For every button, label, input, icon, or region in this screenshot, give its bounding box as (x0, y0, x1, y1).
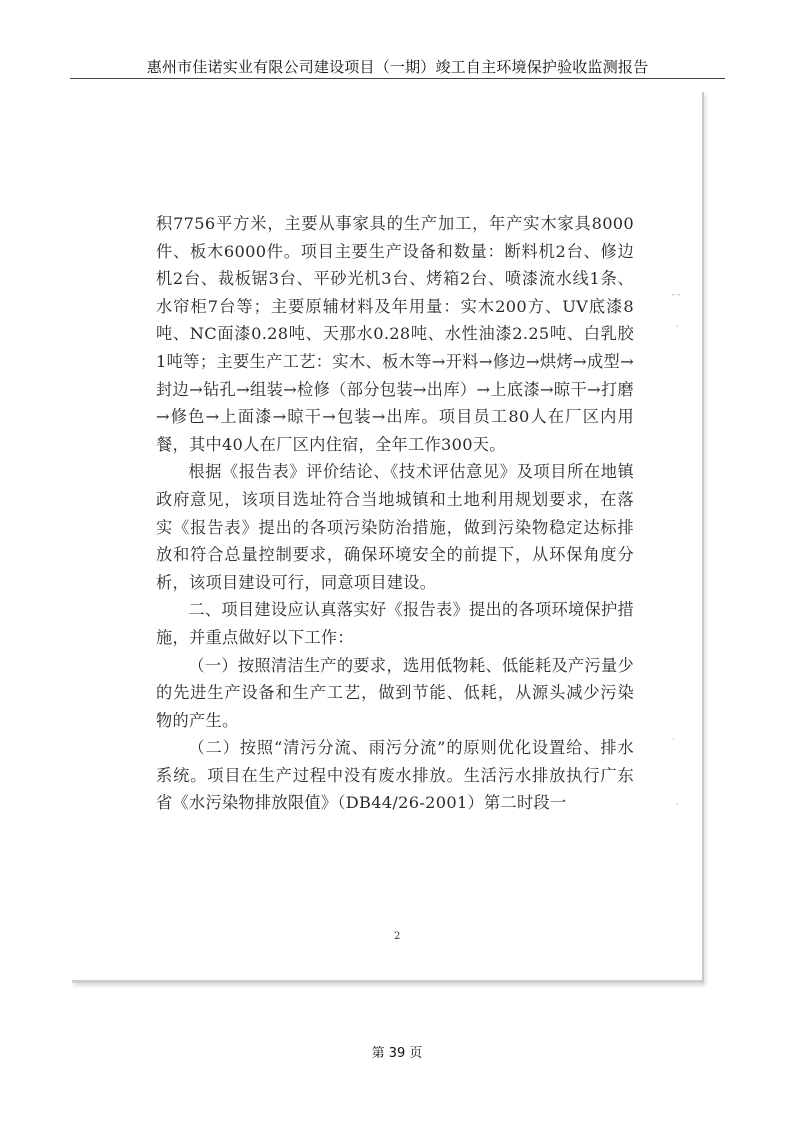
scan-speck: - - (672, 290, 681, 299)
paragraph-section-two-heading: 二、项目建设应认真落实好《报告表》提出的各项环境保护措施，并重点做好以下工作： (156, 600, 634, 647)
page-footer: 第 39 页 (371, 1046, 423, 1061)
scan-speck: · (672, 735, 675, 744)
report-header-title: 惠州市佳诺实业有限公司建设项目（一期）竣工自主环境保护验收监测报告 (146, 58, 649, 76)
scan-speck: · (676, 800, 679, 809)
paragraph-item-two: （二）按照“清污分流、雨污分流”的原则优化设置给、排水系统。项目在生产过程中没有废水排放。生活污水排放执行广东省《水污染物排放限值》（DB44/26-2001）第二时段一 (156, 738, 634, 813)
document-body (156, 210, 634, 817)
scan-speck: · (676, 322, 679, 331)
scanned-page-number: 2 (394, 931, 401, 942)
paragraph-assessment-conclusion: 根据《报告表》评价结论、《技术评估意见》及项目所在地镇政府意见，该项目选址符合当地城镇和土地利用规划要求，在落实《报告表》提出的各项污染防治措施，做到污染物稳定达标排放和符合总量控制要求，确保环境安全的前提下，从环保角度分析，该项目建设可行，同意项目建设。 (156, 462, 634, 592)
paragraph-project-overview: 积7756平方米，主要从事家具的生产加工，年产实木家具8000件、板木6000件。项目主要生产设备和数量：断料机2台、修边机2台、裁板锯3台、平砂光机3台、烤箱2台、喷漆流水线1条、水帘柜7台等；主要原辅材料及年用量：实木200方、UV底漆8吨、NC面漆0.28吨、天那水0.28吨、水性油漆2.25吨、白乳胶1吨等；主要生产工艺：实木、板木等→开料→修边→烘烤→成型→封边→钻孔→组装→检修（部分包装→出库）→上底漆→晾干→打磨→修色→上面漆→晾干→包装→出库。项目员工80人在厂区内用餐，其中40人在厂区内住宿，全年工作300天。 (156, 214, 634, 454)
header-divider (70, 78, 725, 79)
paragraph-item-one: （一）按照清洁生产的要求，选用低物耗、低能耗及产污量少的先进生产设备和生产工艺，做到节能、低耗，从源头减少污染物的产生。 (156, 655, 634, 730)
